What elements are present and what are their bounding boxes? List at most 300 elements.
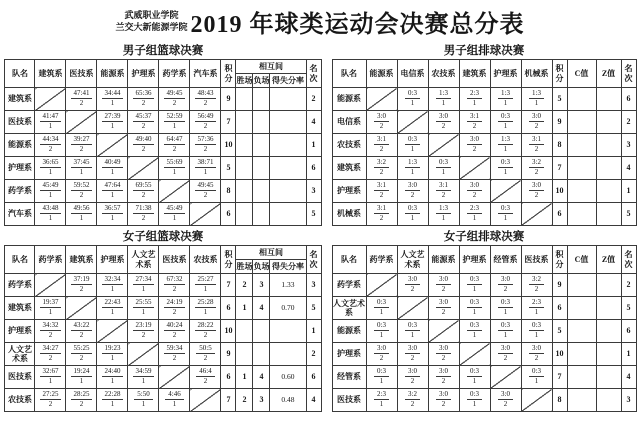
match-score: 24:40 xyxy=(102,368,124,377)
match-cell xyxy=(35,180,66,203)
match-points: 1 xyxy=(203,308,208,316)
score-fraction xyxy=(159,299,189,316)
score-fraction xyxy=(159,136,189,153)
match-score: 47:41 xyxy=(71,90,93,99)
z-value-cell xyxy=(596,203,621,226)
match-cell xyxy=(35,320,66,343)
match-score: 41:47 xyxy=(40,113,62,122)
points-cell: 6 xyxy=(221,297,236,320)
match-score: 19:24 xyxy=(71,368,93,377)
points-cell: 6 xyxy=(552,297,567,320)
match-score: 43:22 xyxy=(71,322,93,331)
match-score: 22:43 xyxy=(102,299,124,308)
match-points: 2 xyxy=(534,285,539,293)
score-fraction xyxy=(97,205,127,222)
wins-cell: 1 xyxy=(236,366,253,389)
score-fraction xyxy=(367,391,397,408)
score-fraction xyxy=(97,159,127,176)
match-score: 0:3 xyxy=(436,159,451,168)
mens-volleyball-table xyxy=(330,59,638,226)
losses-cell xyxy=(253,180,270,203)
match-points: 1 xyxy=(203,168,208,176)
table-row xyxy=(5,134,321,157)
rank-cell: 2 xyxy=(306,343,321,366)
score-fraction xyxy=(66,391,96,408)
match-score: 44:34 xyxy=(40,136,62,145)
match-cell xyxy=(490,320,521,343)
match-score: 0:3 xyxy=(498,113,513,122)
match-points: 1 xyxy=(503,308,508,316)
score-fraction xyxy=(159,276,189,293)
match-score: 34:32 xyxy=(40,322,62,331)
match-score: 3:0 xyxy=(467,182,482,191)
match-cell xyxy=(190,111,221,134)
match-cell xyxy=(366,389,397,412)
ratio-cell: 1.33 xyxy=(270,274,306,297)
match-score: 52:59 xyxy=(164,113,186,122)
self-cell xyxy=(490,180,521,203)
match-cell xyxy=(190,134,221,157)
ratio-cell xyxy=(270,88,306,111)
c-value-cell xyxy=(567,111,596,134)
ratio-cell: 0.70 xyxy=(270,297,306,320)
match-points: 1 xyxy=(472,331,477,339)
score-fraction xyxy=(429,182,459,199)
table-caption-mens-basketball: 男子组篮球决赛 xyxy=(122,45,204,57)
score-fraction xyxy=(398,90,428,107)
match-points: 1 xyxy=(472,377,477,385)
mens-basketball-table xyxy=(2,59,324,226)
points-cell: 6 xyxy=(221,366,236,389)
match-points: 2 xyxy=(203,99,208,107)
mens-basketball-section xyxy=(2,40,324,226)
self-cell xyxy=(97,134,128,157)
match-points: 2 xyxy=(79,191,84,199)
c-value-cell xyxy=(567,88,596,111)
match-cell xyxy=(397,157,428,180)
match-cell xyxy=(35,389,66,412)
score-fraction xyxy=(522,113,552,130)
col-header-opponent-2: 护理系 xyxy=(97,246,128,274)
match-points: 1 xyxy=(110,191,115,199)
match-points: 2 xyxy=(172,99,177,107)
match-points: 2 xyxy=(410,400,415,408)
match-score: 1:3 xyxy=(498,90,513,99)
match-cell xyxy=(521,88,552,111)
score-fraction xyxy=(398,322,428,339)
score-fraction xyxy=(398,205,428,222)
match-cell xyxy=(521,343,552,366)
match-score: 25:28 xyxy=(195,299,217,308)
score-fraction xyxy=(66,136,96,153)
col-header-opponent-0: 建筑系 xyxy=(35,60,66,88)
score-fraction xyxy=(128,391,158,408)
z-value-cell xyxy=(596,157,621,180)
match-cell xyxy=(459,297,490,320)
match-score: 50:5 xyxy=(196,345,214,354)
match-points: 1 xyxy=(379,400,384,408)
losses-cell: 3 xyxy=(253,389,270,412)
match-score: 45:49 xyxy=(40,182,62,191)
score-fraction xyxy=(35,182,65,199)
rank-cell: 6 xyxy=(306,157,321,180)
score-fraction xyxy=(367,205,397,222)
team-label: 能源系 xyxy=(5,134,35,157)
match-score: 19:37 xyxy=(40,299,62,308)
col-header-ratio: 得失分率 xyxy=(270,74,306,88)
table-row xyxy=(332,343,636,366)
match-score: 28:25 xyxy=(71,391,93,400)
match-score: 71:38 xyxy=(133,205,155,214)
score-fraction xyxy=(522,90,552,107)
match-cell xyxy=(66,203,97,226)
score-fraction xyxy=(398,391,428,408)
match-cell xyxy=(190,320,221,343)
match-cell xyxy=(159,203,190,226)
match-score: 3:0 xyxy=(498,276,513,285)
match-points: 2 xyxy=(79,145,84,153)
z-value-cell xyxy=(596,343,621,366)
table-row xyxy=(332,88,636,111)
score-fraction xyxy=(522,136,552,153)
ratio-cell xyxy=(270,180,306,203)
match-cell xyxy=(35,343,66,366)
ratio-cell: 0.60 xyxy=(270,366,306,389)
match-points: 2 xyxy=(203,191,208,199)
match-score: 0:3 xyxy=(405,90,420,99)
self-cell xyxy=(428,134,459,157)
match-cell xyxy=(521,297,552,320)
col-header-points: 积分 xyxy=(552,60,567,88)
table-header xyxy=(5,246,321,274)
match-points: 2 xyxy=(79,400,84,408)
match-points: 2 xyxy=(472,122,477,130)
score-fraction xyxy=(491,113,521,130)
match-cell xyxy=(459,180,490,203)
score-fraction xyxy=(128,276,158,293)
rank-cell: 1 xyxy=(621,180,636,203)
team-label: 护理系 xyxy=(5,157,35,180)
col-header-opponent-5: 汽车系 xyxy=(190,60,221,88)
match-cell xyxy=(459,366,490,389)
losses-cell xyxy=(253,88,270,111)
score-fraction xyxy=(491,90,521,107)
score-fraction xyxy=(190,299,220,316)
match-points: 2 xyxy=(534,168,539,176)
match-points: 1 xyxy=(472,214,477,222)
col-header-opponent-3: 护理系 xyxy=(459,246,490,274)
score-fraction xyxy=(128,322,158,339)
match-score: 45:37 xyxy=(133,113,155,122)
match-points: 1 xyxy=(503,122,508,130)
match-cell xyxy=(97,111,128,134)
match-cell xyxy=(521,366,552,389)
match-cell xyxy=(66,320,97,343)
match-score: 55:25 xyxy=(71,345,93,354)
score-fraction xyxy=(491,276,521,293)
match-score: 0:3 xyxy=(529,322,544,331)
col-header-points: 积分 xyxy=(221,60,236,88)
table-row xyxy=(332,111,636,134)
match-points: 2 xyxy=(379,214,384,222)
team-label: 建筑系 xyxy=(332,157,366,180)
team-label: 能源系 xyxy=(332,88,366,111)
match-cell xyxy=(397,389,428,412)
match-cell xyxy=(128,274,159,297)
match-points: 1 xyxy=(472,285,477,293)
womens-volleyball-section xyxy=(330,226,638,412)
score-fraction xyxy=(522,276,552,293)
score-fraction xyxy=(35,205,65,222)
match-cell xyxy=(366,134,397,157)
team-label: 药学系 xyxy=(5,274,35,297)
match-score: 1:3 xyxy=(436,205,451,214)
score-fraction xyxy=(491,205,521,222)
match-points: 1 xyxy=(172,400,177,408)
match-score: 3:1 xyxy=(436,182,451,191)
rank-cell: 6 xyxy=(621,88,636,111)
match-points: 2 xyxy=(79,285,84,293)
team-label: 护理系 xyxy=(332,343,366,366)
rank-cell: 5 xyxy=(306,203,321,226)
col-header-rank: 名次 xyxy=(621,60,636,88)
score-fraction xyxy=(460,368,490,385)
match-cell xyxy=(190,297,221,320)
match-score: 39:27 xyxy=(71,136,93,145)
score-fraction xyxy=(66,368,96,385)
rank-cell: 6 xyxy=(621,320,636,343)
rank-cell: 3 xyxy=(621,134,636,157)
team-label: 农技系 xyxy=(332,134,366,157)
match-score: 65:36 xyxy=(133,90,155,99)
match-cell xyxy=(366,157,397,180)
col-header-opponent-1: 医技系 xyxy=(66,60,97,88)
match-points: 2 xyxy=(410,191,415,199)
match-points: 1 xyxy=(503,331,508,339)
match-points: 1 xyxy=(48,168,53,176)
match-cell xyxy=(490,389,521,412)
match-points: 1 xyxy=(48,191,53,199)
match-cell xyxy=(459,111,490,134)
match-cell xyxy=(66,274,97,297)
match-score: 3:2 xyxy=(529,159,544,168)
match-cell xyxy=(97,203,128,226)
score-fraction xyxy=(190,368,220,385)
score-fraction xyxy=(367,345,397,362)
ratio-cell: 0.48 xyxy=(270,389,306,412)
score-fraction xyxy=(398,182,428,199)
match-cell xyxy=(521,111,552,134)
match-points: 2 xyxy=(534,122,539,130)
match-points: 1 xyxy=(203,285,208,293)
table-header xyxy=(332,246,636,274)
table-row xyxy=(332,366,636,389)
match-cell xyxy=(428,157,459,180)
table-body xyxy=(332,88,636,226)
match-score: 32:34 xyxy=(102,276,124,285)
match-score: 24:19 xyxy=(164,299,186,308)
match-score: 1:3 xyxy=(436,90,451,99)
mens-volleyball-table xyxy=(332,59,637,226)
c-value-cell xyxy=(567,366,596,389)
team-label: 建筑系 xyxy=(5,297,35,320)
match-points: 1 xyxy=(172,122,177,130)
score-fraction xyxy=(429,205,459,222)
z-value-cell xyxy=(596,111,621,134)
womens-basketball-section xyxy=(2,226,324,412)
match-cell xyxy=(397,203,428,226)
match-score: 0:3 xyxy=(405,136,420,145)
match-points: 1 xyxy=(110,377,115,385)
c-value-cell xyxy=(567,180,596,203)
match-score: 3:0 xyxy=(467,136,482,145)
score-fraction xyxy=(398,136,428,153)
score-fraction xyxy=(128,205,158,222)
match-points: 1 xyxy=(110,308,115,316)
z-value-cell xyxy=(596,134,621,157)
self-cell xyxy=(35,274,66,297)
col-header-opponent-4: 药学系 xyxy=(159,60,190,88)
match-cell xyxy=(490,297,521,320)
score-fraction xyxy=(35,322,65,339)
col-header-rank: 名次 xyxy=(621,246,636,274)
match-points: 2 xyxy=(203,122,208,130)
rank-cell: 4 xyxy=(621,366,636,389)
wins-cell xyxy=(236,88,253,111)
match-cell xyxy=(459,274,490,297)
self-cell xyxy=(190,389,221,412)
score-fraction xyxy=(159,113,189,130)
match-score: 4:46 xyxy=(165,391,183,400)
match-cell xyxy=(366,320,397,343)
score-fraction xyxy=(429,391,459,408)
self-cell xyxy=(366,88,397,111)
col-header-points: 积分 xyxy=(221,246,236,274)
z-value-cell xyxy=(596,274,621,297)
match-score: 1:3 xyxy=(498,136,513,145)
match-cell xyxy=(521,180,552,203)
points-cell: 9 xyxy=(552,274,567,297)
table-row xyxy=(5,320,321,343)
z-value-cell xyxy=(596,297,621,320)
match-score: 37:45 xyxy=(71,159,93,168)
col-header-opponent-1: 电信系 xyxy=(397,60,428,88)
match-points: 2 xyxy=(472,145,477,153)
ratio-cell xyxy=(270,134,306,157)
match-cell xyxy=(66,88,97,111)
wins-cell: 1 xyxy=(236,297,253,320)
col-header-wins: 胜场 xyxy=(236,260,253,274)
rank-cell: 5 xyxy=(306,297,321,320)
score-fraction xyxy=(97,391,127,408)
col-header-opponent-2: 能源系 xyxy=(97,60,128,88)
match-cell xyxy=(397,343,428,366)
match-score: 3:0 xyxy=(374,345,389,354)
self-cell xyxy=(66,111,97,134)
table-row xyxy=(5,111,321,134)
col-header-opponent-3: 建筑系 xyxy=(459,60,490,88)
match-score: 3:0 xyxy=(498,345,513,354)
z-value-cell xyxy=(596,366,621,389)
wins-cell: 2 xyxy=(236,389,253,412)
self-cell xyxy=(159,366,190,389)
match-points: 2 xyxy=(48,400,53,408)
match-score: 0:3 xyxy=(498,322,513,331)
losses-cell: 4 xyxy=(253,297,270,320)
table-row xyxy=(5,180,321,203)
match-points: 1 xyxy=(48,214,53,222)
match-score: 0:3 xyxy=(374,368,389,377)
z-value-cell xyxy=(596,320,621,343)
team-label: 机械系 xyxy=(332,203,366,226)
match-cell xyxy=(397,88,428,111)
score-fraction xyxy=(35,113,65,130)
match-score: 27:25 xyxy=(40,391,62,400)
match-cell xyxy=(159,297,190,320)
points-cell: 8 xyxy=(221,180,236,203)
rank-cell: 4 xyxy=(621,157,636,180)
match-cell xyxy=(490,88,521,111)
table-row xyxy=(332,320,636,343)
col-header-losses: 负场 xyxy=(253,74,270,88)
match-cell xyxy=(428,366,459,389)
match-score: 0:3 xyxy=(405,322,420,331)
score-fraction xyxy=(491,391,521,408)
school-line1: 武威职业学院 xyxy=(124,10,179,21)
col-header-opponent-3: 护理系 xyxy=(128,60,159,88)
match-points: 2 xyxy=(48,354,53,362)
header-row xyxy=(5,246,321,260)
score-fraction xyxy=(522,159,552,176)
match-score: 40:24 xyxy=(164,322,186,331)
match-cell xyxy=(35,297,66,320)
match-points: 1 xyxy=(110,168,115,176)
score-fraction xyxy=(190,182,220,199)
match-score: 32:67 xyxy=(40,368,62,377)
match-points: 2 xyxy=(441,377,446,385)
match-cell xyxy=(366,297,397,320)
match-points: 1 xyxy=(503,168,508,176)
match-score: 3:0 xyxy=(405,182,420,191)
score-fraction xyxy=(429,113,459,130)
match-cell xyxy=(397,320,428,343)
match-points: 2 xyxy=(172,331,177,339)
match-cell xyxy=(66,343,97,366)
match-cell xyxy=(521,320,552,343)
match-score: 0:3 xyxy=(467,368,482,377)
match-points: 2 xyxy=(172,308,177,316)
wins-cell xyxy=(236,343,253,366)
match-cell xyxy=(397,274,428,297)
score-fraction xyxy=(66,322,96,339)
match-cell xyxy=(128,88,159,111)
col-header-mutual: 相互间 xyxy=(236,246,306,260)
match-points: 1 xyxy=(110,214,115,222)
match-cell xyxy=(159,157,190,180)
match-score: 34:44 xyxy=(102,90,124,99)
match-cell xyxy=(428,297,459,320)
match-score: 3:0 xyxy=(529,345,544,354)
col-header-opponent-4: 经管系 xyxy=(490,246,521,274)
score-fraction xyxy=(35,345,65,362)
match-points: 2 xyxy=(410,377,415,385)
points-cell: 10 xyxy=(221,320,236,343)
team-label: 农技系 xyxy=(5,389,35,412)
match-score: 47:64 xyxy=(102,182,124,191)
header-row xyxy=(5,60,321,74)
match-points: 2 xyxy=(141,99,146,107)
team-label: 人文艺术系 xyxy=(5,343,35,366)
